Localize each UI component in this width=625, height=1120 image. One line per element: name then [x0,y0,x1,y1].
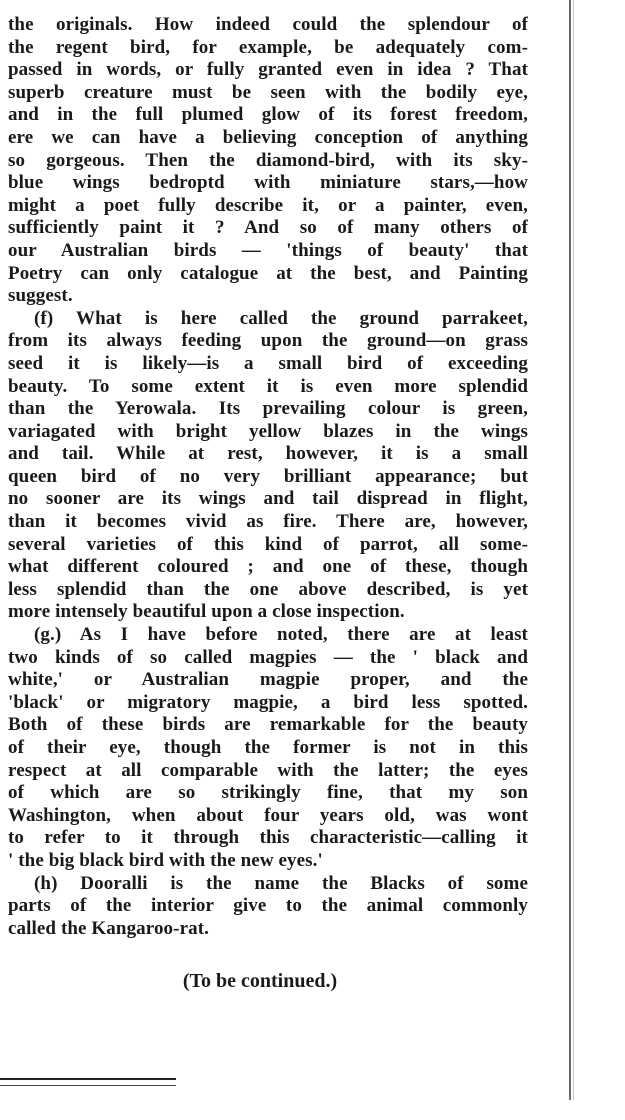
text-line: more intensely beautiful upon a close inspection. [8,601,405,623]
text-line: the originals. How indeed could the splendour of [8,14,528,35]
text-line: less splendid than the one above described, is yet [8,578,528,600]
text-line: than the Yerowala. Its prevailing colour is green, [8,398,528,420]
text-line: 'black' or migratory magpie, a bird less spotted. [8,691,528,713]
text-line: Poetry can only catalogue at the best, and Painting [8,262,528,284]
text-line: of their eye, though the former is not in this [8,737,528,758]
text-line: called the Kangaroo-rat. [8,917,209,939]
text-line: parts of the interior give to the animal commonly [8,895,528,917]
text-line: suggest. [8,285,73,307]
column-divider [569,0,571,1100]
text-line: two kinds of so called magpies — the ' black and [8,646,528,668]
paragraph-f-start: (f) What is here called the ground parrakeet, [34,307,528,329]
text-line: of which are so strikingly fine, that my son [8,782,528,804]
text-line: white,' or Australian magpie proper, and the [8,669,528,691]
text-line: passed in words, or fully granted even in idea ? That [8,59,528,81]
to-be-continued: (To be continued.) [182,970,338,992]
paragraph-g-start: (g.) As I have before noted, there are at least [34,624,528,646]
text-line: our Australian birds — 'things of beauty' that [8,239,528,261]
text-line: might a poet fully describe it, or a painter, even, [8,194,528,216]
article-column [8,14,528,940]
text-line: no sooner are its wings and tail dispread in flight, [8,488,528,510]
text-line: beauty. To some extent it is even more splendid [8,375,528,397]
text-line: Washington, when about four years old, was wont [8,804,528,826]
text-line: to refer to it through this characteristic—calling it [8,827,528,849]
column-divider-shadow [573,0,574,1100]
end-rule [0,1078,176,1080]
text-line: variagated with bright yellow blazes in the wings [8,420,528,442]
text-line: than it becomes vivid as fire. There are, however, [8,511,528,533]
text-line: what different coloured ; and one of these, though [8,556,528,578]
text-line: seed it is likely—is a small bird of exceeding [8,352,528,374]
text-line: queen bird of no very brilliant appearance; but [8,465,528,487]
text-line: and tail. While at rest, however, it is a small [8,443,528,465]
paragraph-h-start: (h) Dooralli is the name the Blacks of some [34,872,528,894]
text-line: several varieties of this kind of parrot, all some- [8,533,528,555]
text-line: superb creature must be seen with the bodily eye, [8,81,528,103]
text-line: respect at all comparable with the latter; the eyes [8,759,528,781]
text-line: sufficiently paint it ? And so of many others of [8,217,528,239]
text-line: from its always feeding upon the ground—on grass [8,330,528,352]
text-line: the regent bird, for example, be adequately com- [8,36,528,58]
end-rule-secondary [0,1085,176,1086]
text-line: and in the full plumed glow of its forest freedom, [8,104,528,126]
text-line: blue wings bedroptd with miniature stars,—how [8,172,528,194]
text-line: ere we can have a believing conception of anything [8,126,528,148]
text-line: Both of these birds are remarkable for the beauty [8,714,528,736]
text-line: so gorgeous. Then the diamond-bird, with its sky- [8,149,528,171]
text-line: ' the big black bird with the new eyes.' [8,849,323,871]
